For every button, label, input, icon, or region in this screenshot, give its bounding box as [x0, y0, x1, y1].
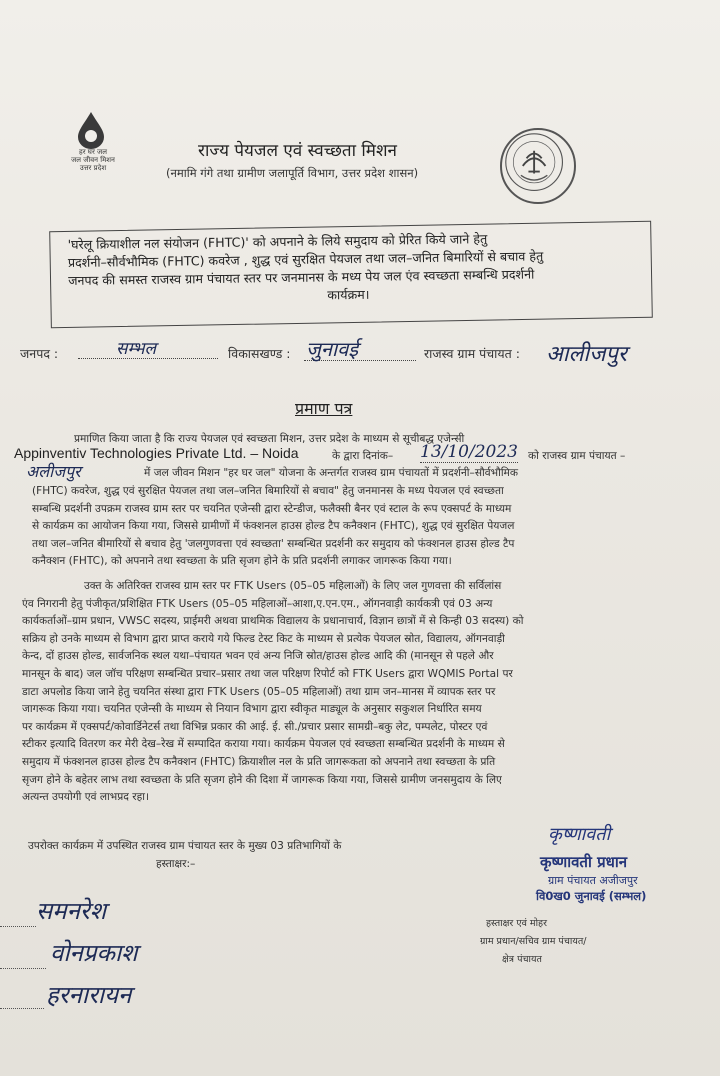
- banner-line: कार्यक्रम।: [327, 286, 370, 303]
- para-line: पर कार्यक्रम में एक्सपर्ट/कोवार्डिनेटर्स तथा विभिन्न प्रकार की आई. ई. सी./प्रचार प्रसार सामग्री–बकु लेट, पम्पलेट, पोस्टर एवं: [22, 720, 488, 733]
- village-handwritten: अलीजपुर: [26, 462, 81, 481]
- gram-panchayat-label: राजस्व ग्राम पंचायत :: [424, 346, 520, 361]
- gram-panchayat-value: आलीजपुर: [546, 342, 627, 367]
- para2: [22, 578, 523, 807]
- participants-intro: उपरोक्त कार्यक्रम में उपस्थित राजस्व ग्राम पंचायत स्तर के मुख्य 03 प्रतिभागियों के: [28, 840, 342, 852]
- logo-line-1: हर घर जल: [79, 148, 107, 156]
- para-line: जागरूक किया गया। चयनित एजेन्सी के माध्यम से नियान विभाग द्वारा स्वीकृत माड्यूल के अनुसार सकुशल निर्धारित समय: [22, 703, 482, 716]
- participants-sign-label: हस्ताक्षर:–: [156, 858, 196, 870]
- para-line: एंव निगरानी हेतु पंजीकृत/प्रशिक्षित FTK Users (05–05 महिलाओं–आशा,ए.एन.एम., ऑगनवाड़ी कार्यकत्री एवं 03 अन्य: [22, 597, 493, 610]
- para-line: उक्त के अतिरिक्त राजस्व ग्राम स्तर पर FTK Users (05–05 महिलाओं) के लिए जल गुणवत्ता की सर्विलांस: [84, 580, 502, 592]
- dotted-line: [0, 926, 36, 927]
- dotted-line: [0, 1008, 44, 1009]
- stamp-block: वि0ख0 जुनावई (सम्भल): [536, 889, 647, 903]
- footer-sign-line2: ग्राम प्रधान/सचिव ग्राम पंचायत/: [480, 936, 587, 947]
- para-line: समुदाय में फंक्शनल हाउस होल्ड टैप कनैक्शन (FHTC) क्रियाशील नल के प्रति जागरूकता को अपनाने तथा स्वच्छता के प्रति: [22, 755, 496, 768]
- participant-signature-2: वोनप्रकाश: [50, 939, 138, 967]
- agency-name: Appinventiv Technologies Private Ltd. – Noida: [14, 445, 299, 461]
- para1-date-prefix: के द्वारा दिनांक–: [332, 450, 394, 462]
- org-subtitle: (नमामि गंगे तथा ग्रामीण जलापूर्ति विभाग, उत्तर प्रदेश शासन): [166, 166, 419, 180]
- para-line: स्टीकर इत्यादि वितरण कर मेरी देख–रेख में सम्पादित कराया गया। कार्यक्रम पेयजल एवं स्वच्छता सम्बन्धित प्रदर्शनी के माध्यम से: [22, 738, 505, 751]
- logo-line-2: जल जीवन मिशन: [71, 156, 115, 164]
- para-line: (FHTC) कवरेज, शुद्ध एवं सुरक्षित पेयजल तथा जल–जनित बिमारियों से बचाव" हेतु जनमानस के मध्य पेयजल एवं स्वच्छता: [32, 485, 504, 497]
- banner-line: 'घरेलू क्रियाशील नल संयोजन (FHTC)' को अपनाने के लिये समुदाय को प्रेरित किये जाने हेतु: [67, 231, 488, 253]
- banner-line: जनपद की समस्त राजस्व ग्राम पंचायत स्तर पर जनमानस के मध्य पेय जल एंव स्वच्छता सम्बन्धि प्रदर्शनी: [68, 266, 535, 289]
- water-drop-icon: [72, 110, 110, 150]
- footer-sign-line1: हस्ताक्षर एवं मोहर: [486, 918, 547, 929]
- para-line: कार्यकर्ताओं–ग्राम प्रधान, VWSC सदस्य, प्राईमरी अथवा प्राथमिक विद्यालय के प्रधानाचार्य, विज्ञान छात्रों में से किन्ही 03 सदस्य) को: [22, 615, 524, 628]
- vikaskhand-value: जुनावई: [306, 337, 359, 361]
- footer-sign-line3: क्षेत्र पंचायत: [502, 954, 542, 965]
- para-line: सम्बन्धि प्रदर्शनी उपक्रम राजस्व ग्राम स्तर पर चयनित एजेन्सी द्वारा स्टेन्डीज, फलैक्सी बैनर एवं स्टाल के रूप एक्सपर्ट के माध्यम: [32, 502, 512, 515]
- janpad-value: सम्भल: [116, 339, 157, 359]
- stamp-panchayat: ग्राम पंचायत अजीजपुर: [548, 874, 638, 887]
- stamp-name: कृष्णावती प्रधान: [540, 853, 628, 871]
- para1-date-suffix: को राजस्व ग्राम पंचायत –: [528, 450, 626, 462]
- program-date: 13/10/2023: [420, 442, 518, 462]
- para-line: से कार्यक्रम का आयोजन किया गया, जिससे ग्रामीणों में फंक्शनल हाउस होल्ड टैप कनैक्शन (FHTC), शुद्ध एवं सुरक्षित पेयजल: [32, 520, 515, 533]
- pradhan-signature: कृष्णावती: [548, 824, 611, 845]
- para-line: कनैक्शन (FHTC), को अपनाने तथा स्वच्छता के प्रति सृजग होने के प्रति प्रदर्शनी लगाकर जागरूक किया गया।: [32, 555, 452, 568]
- participant-signature-3: हरनारायन: [46, 981, 132, 1009]
- para-line: मानसून के बाद) जल जॉच परिक्षण सम्बन्धित प्रचार–प्रसार तथा जल परिक्षण रिपोर्ट को FTK Users द्वारा WQMIS Portal पर: [22, 667, 513, 680]
- dotted-line: [0, 968, 46, 969]
- emblem-icon: [502, 130, 570, 198]
- up-government-emblem: [500, 128, 576, 204]
- para-line: तथा जल–जनित बीमारियों से बचाव हेतु 'जलगुणवत्ता एवं स्वच्छता' सम्बन्धित प्रदर्शनी कर समुदाय को फंक्शनल हाउस होल्ड टैप: [32, 537, 515, 550]
- para-line: सक्रिय हो उनके माध्यम से विभाग द्वारा प्राप्त कराये गये फिल्ड टेस्ट किट के माध्यम से प्रत्येक पेयजल स्रोत, विद्यालय, ऑगनवाड़ी: [22, 632, 505, 645]
- para-line: सृजग होने के बहेतर लाभ तथा स्वच्छता के प्रति सृजग होने की दिशा में जागरूक किया गया, जिससे ग्रामीण जनसमुदाय के लिए: [22, 773, 502, 786]
- vikaskhand-label: विकासखण्ड :: [228, 346, 291, 361]
- certificate-title: प्रमाण पत्र: [295, 399, 353, 418]
- har-ghar-jal-logo: [58, 110, 128, 180]
- para1-rest: [32, 483, 514, 571]
- logo-line-3: उत्तर प्रदेश: [79, 164, 107, 172]
- para1-line3: में जल जीवन मिशन "हर घर जल" योजना के अन्तर्गत राजस्व ग्राम पंचायतों में प्रदर्शनी–सौर्वभौमिक: [144, 467, 519, 479]
- program-banner-text: [68, 228, 649, 308]
- janpad-label: जनपद :: [20, 346, 59, 361]
- org-title: राज्य पेयजल एवं स्वच्छता मिशन: [198, 141, 397, 161]
- para-line: केन्द, दों हाउस होल्ड, सार्वजनिक स्थल यथा–पंचायत भवन एवं अन्य निजि स्रोत/हाउस होल्ड आदि की (मानसून से पहले और: [22, 650, 494, 663]
- para-line: अत्यन्त उपयोगी एवं लाभप्रद रहा।: [22, 791, 149, 804]
- para1-line1: प्रमाणित किया जाता है कि राज्य पेयजल एवं स्वच्छता मिशन, उत्तर प्रदेश के माध्यम से सूचीबद्ध एजेन्सी: [74, 433, 465, 445]
- participant-signature-1: समनरेश: [36, 897, 107, 925]
- banner-line: प्रदर्शनी–सौर्वभौमिक (FHTC) कवरेज , शुद्ध एवं सुरक्षित पेयजल तथा जल–जनित बिमारियों से बचाव हेतु: [67, 248, 544, 271]
- para-line: डाटा अपलोड किया जाने हेतु चयनित संस्था द्वारा FTK Users (05–05 महिलाओं) तथा ग्राम जन–मानस में व्यापक स्तर पर: [22, 685, 496, 698]
